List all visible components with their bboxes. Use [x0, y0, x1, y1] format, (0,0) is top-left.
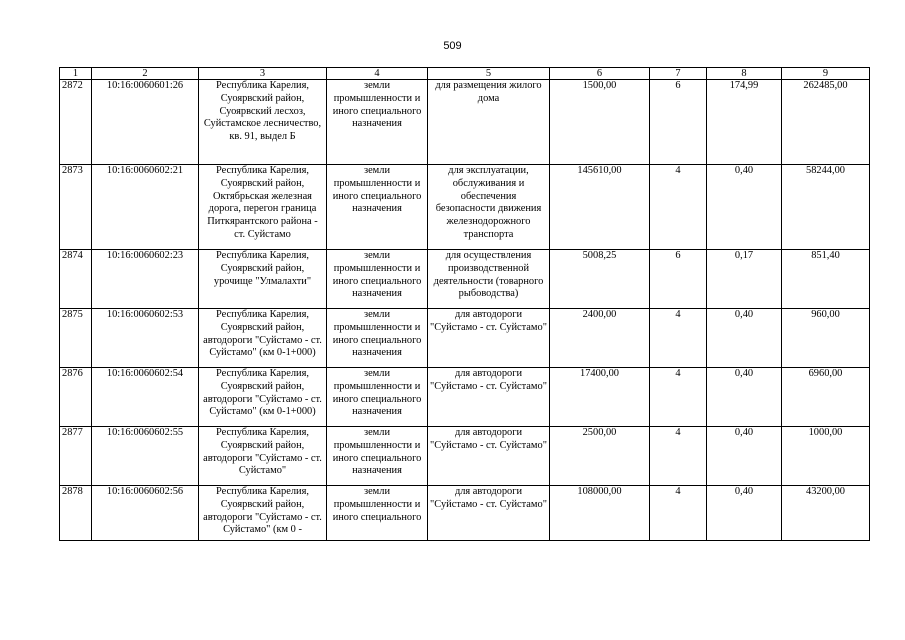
row-number: 2872: [60, 80, 92, 165]
row-number: 2878: [60, 486, 92, 541]
location: Республика Карелия, Суоярвский район, урочище "Улмалахти": [199, 250, 327, 309]
group: 4: [650, 486, 707, 541]
rate: 0,40: [707, 368, 782, 427]
cadastral-number: 10:16:0060602:23: [92, 250, 199, 309]
permitted-use: для автодороги "Суйстамо - ст. Суйстамо": [428, 427, 550, 486]
rate: 0,40: [707, 165, 782, 250]
row-number: 2876: [60, 368, 92, 427]
value: 43200,00: [782, 486, 870, 541]
area: 17400,00: [550, 368, 650, 427]
area: 1500,00: [550, 80, 650, 165]
row-number: 2873: [60, 165, 92, 250]
group: 4: [650, 368, 707, 427]
page-number: 509: [443, 40, 462, 52]
permitted-use: для эксплуатации, обслуживания и обеспечения безопасности движения железнодорожного транспорта: [428, 165, 550, 250]
rate: 0,17: [707, 250, 782, 309]
table-row: [60, 486, 870, 541]
land-category: земли промышленности и иного специального назначения: [327, 80, 428, 165]
permitted-use: для осуществления производственной деятельности (товарного рыбоводства): [428, 250, 550, 309]
row-number: 2874: [60, 250, 92, 309]
table-row: [60, 80, 870, 165]
rate: 174,99: [707, 80, 782, 165]
value: 262485,00: [782, 80, 870, 165]
location: Республика Карелия, Суоярвский район, автодороги "Суйстамо - ст. Суйстамо" (км 0 -: [199, 486, 327, 541]
land-category: земли промышленности и иного специального назначения: [327, 368, 428, 427]
location: Республика Карелия, Суоярвский район, автодороги "Суйстамо - ст. Суйстамо": [199, 427, 327, 486]
area: 108000,00: [550, 486, 650, 541]
value: 58244,00: [782, 165, 870, 250]
cadastral-number: 10:16:0060602:53: [92, 309, 199, 368]
table-row: [60, 427, 870, 486]
cadastral-number: 10:16:0060602:21: [92, 165, 199, 250]
column-header: 4: [327, 68, 428, 80]
group: 4: [650, 165, 707, 250]
header-row: [60, 68, 870, 80]
cadastral-number: 10:16:0060602:54: [92, 368, 199, 427]
land-category: земли промышленности и иного специального назначения: [327, 309, 428, 368]
land-category: земли промышленности и иного специального назначения: [327, 250, 428, 309]
table-row: [60, 165, 870, 250]
table-row: [60, 250, 870, 309]
rate: 0,40: [707, 309, 782, 368]
permitted-use: для автодороги "Суйстамо - ст. Суйстамо": [428, 309, 550, 368]
table-row: [60, 368, 870, 427]
column-header: 1: [60, 68, 92, 80]
permitted-use: для автодороги "Суйстамо - ст. Суйстамо": [428, 486, 550, 541]
permitted-use: для автодороги "Суйстамо - ст. Суйстамо": [428, 368, 550, 427]
rate: 0,40: [707, 486, 782, 541]
cadastral-number: 10:16:0060601:26: [92, 80, 199, 165]
area: 2400,00: [550, 309, 650, 368]
column-header: 3: [199, 68, 327, 80]
land-category: земли промышленности и иного специального назначения: [327, 165, 428, 250]
value: 1000,00: [782, 427, 870, 486]
land-category: земли промышленности и иного специального: [327, 486, 428, 541]
permitted-use: для размещения жилого дома: [428, 80, 550, 165]
group: 4: [650, 309, 707, 368]
location: Республика Карелия, Суоярвский район, Суоярвский лесхоз, Суйстамское лесничество, кв. 91, выдел Б: [199, 80, 327, 165]
value: 851,40: [782, 250, 870, 309]
row-number: 2875: [60, 309, 92, 368]
area: 145610,00: [550, 165, 650, 250]
cadastral-number: 10:16:0060602:56: [92, 486, 199, 541]
cadastral-number: 10:16:0060602:55: [92, 427, 199, 486]
column-header: 8: [707, 68, 782, 80]
land-category: земли промышленности и иного специального назначения: [327, 427, 428, 486]
column-header: 7: [650, 68, 707, 80]
area: 2500,00: [550, 427, 650, 486]
location: Республика Карелия, Суоярвский район, автодороги "Суйстамо - ст. Суйстамо" (км 0-1+000): [199, 368, 327, 427]
location: Республика Карелия, Суоярвский район, автодороги "Суйстамо - ст. Суйстамо" (км 0-1+000): [199, 309, 327, 368]
row-number: 2877: [60, 427, 92, 486]
location: Республика Карелия, Суоярвский район, Октябрьская железная дорога, перегон граница Питкярантского района - ст. Суйстамо: [199, 165, 327, 250]
area: 5008,25: [550, 250, 650, 309]
column-header: 5: [428, 68, 550, 80]
land-plots-table: [59, 67, 870, 541]
rate: 0,40: [707, 427, 782, 486]
group: 4: [650, 427, 707, 486]
column-header: 9: [782, 68, 870, 80]
table-row: [60, 309, 870, 368]
value: 6960,00: [782, 368, 870, 427]
group: 6: [650, 250, 707, 309]
column-header: 6: [550, 68, 650, 80]
value: 960,00: [782, 309, 870, 368]
group: 6: [650, 80, 707, 165]
column-header: 2: [92, 68, 199, 80]
